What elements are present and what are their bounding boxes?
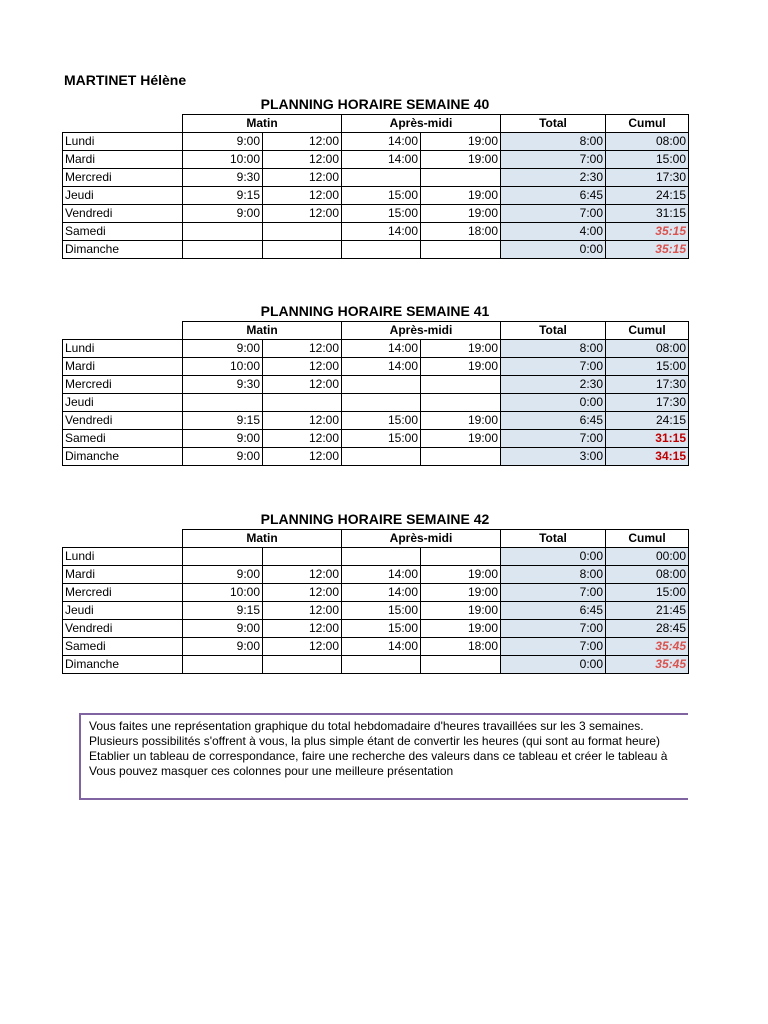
table-row (63, 223, 689, 241)
day-cell: Vendredi (63, 412, 183, 430)
table-row (63, 656, 689, 674)
total-cell: 7:00 (501, 358, 606, 376)
morning-start-cell: 9:00 (183, 340, 263, 358)
table-row (63, 566, 689, 584)
day-cell: Jeudi (63, 602, 183, 620)
cumul-cell: 21:45 (606, 602, 689, 620)
morning-end-cell: 12:00 (263, 187, 342, 205)
morning-start-cell: 9:00 (183, 566, 263, 584)
afternoon-start-cell: 14:00 (342, 584, 421, 602)
morning-start-cell (183, 223, 263, 241)
cumul-cell: 35:15 (606, 223, 689, 241)
cumul-cell: 31:15 (606, 430, 689, 448)
morning-start-cell: 9:00 (183, 638, 263, 656)
afternoon-end-cell (421, 548, 501, 566)
day-cell: Jeudi (63, 187, 183, 205)
table-row (63, 430, 689, 448)
cumul-cell: 15:00 (606, 151, 689, 169)
total-cell: 6:45 (501, 602, 606, 620)
afternoon-end-cell: 19:00 (421, 205, 501, 223)
cumul-cell: 24:15 (606, 412, 689, 430)
note-line: Plusieurs possibilités s'offrent à vous, la plus simple étant de convertir les heures (qui sont au format heure) (89, 734, 661, 748)
morning-end-cell: 12:00 (263, 566, 342, 584)
header-apres-midi: Après-midi (342, 115, 501, 133)
morning-end-cell: 12:00 (263, 620, 342, 638)
header-matin: Matin (183, 530, 342, 548)
morning-start-cell: 9:00 (183, 448, 263, 466)
morning-end-cell: 12:00 (263, 602, 342, 620)
cumul-cell: 31:15 (606, 205, 689, 223)
day-cell: Jeudi (63, 394, 183, 412)
note-line: Vous pouvez masquer ces colonnes pour une meilleure présentation (89, 764, 454, 778)
day-cell: Mardi (63, 358, 183, 376)
cumul-cell: 00:00 (606, 548, 689, 566)
morning-start-cell: 10:00 (183, 584, 263, 602)
header-cumul: Cumul (606, 322, 689, 340)
afternoon-start-cell: 15:00 (342, 430, 421, 448)
total-cell: 7:00 (501, 620, 606, 638)
cumul-cell: 34:15 (606, 448, 689, 466)
header-apres-midi: Après-midi (342, 530, 501, 548)
note-line: Vous faites une représentation graphique du total hebdomadaire d'heures travaillées sur les 3 semaines. (89, 719, 644, 733)
morning-end-cell (263, 241, 342, 259)
morning-end-cell (263, 223, 342, 241)
table-row (63, 548, 689, 566)
header-cumul: Cumul (606, 115, 689, 133)
total-cell: 6:45 (501, 412, 606, 430)
afternoon-end-cell (421, 376, 501, 394)
day-cell: Vendredi (63, 205, 183, 223)
total-cell: 7:00 (501, 584, 606, 602)
cumul-cell: 28:45 (606, 620, 689, 638)
total-cell: 3:00 (501, 448, 606, 466)
header-blank (63, 115, 183, 133)
morning-end-cell: 12:00 (263, 340, 342, 358)
afternoon-start-cell: 14:00 (342, 566, 421, 584)
schedule-table (62, 114, 689, 259)
table-row (63, 340, 689, 358)
total-cell: 0:00 (501, 548, 606, 566)
afternoon-end-cell: 19:00 (421, 151, 501, 169)
afternoon-start-cell (342, 241, 421, 259)
day-cell: Mercredi (63, 169, 183, 187)
total-cell: 2:30 (501, 376, 606, 394)
total-cell: 7:00 (501, 151, 606, 169)
morning-end-cell: 12:00 (263, 638, 342, 656)
week-title: PLANNING HORAIRE SEMAINE 41 (260, 303, 490, 319)
afternoon-end-cell (421, 448, 501, 466)
table-row (63, 241, 689, 259)
afternoon-start-cell (342, 548, 421, 566)
table-row (63, 394, 689, 412)
total-cell: 6:45 (501, 187, 606, 205)
week-title: PLANNING HORAIRE SEMAINE 40 (260, 96, 490, 112)
morning-start-cell: 9:00 (183, 620, 263, 638)
morning-end-cell: 12:00 (263, 151, 342, 169)
morning-start-cell: 10:00 (183, 358, 263, 376)
afternoon-end-cell: 19:00 (421, 358, 501, 376)
morning-end-cell: 12:00 (263, 169, 342, 187)
table-row (63, 638, 689, 656)
cumul-cell: 35:45 (606, 638, 689, 656)
day-cell: Mardi (63, 566, 183, 584)
day-cell: Samedi (63, 430, 183, 448)
total-cell: 0:00 (501, 241, 606, 259)
afternoon-end-cell: 19:00 (421, 584, 501, 602)
morning-end-cell: 12:00 (263, 205, 342, 223)
header-total: Total (501, 322, 606, 340)
header-matin: Matin (183, 115, 342, 133)
cumul-cell: 35:15 (606, 241, 689, 259)
cumul-cell: 17:30 (606, 394, 689, 412)
table-row (63, 620, 689, 638)
afternoon-end-cell (421, 656, 501, 674)
cumul-cell: 17:30 (606, 376, 689, 394)
morning-end-cell: 12:00 (263, 448, 342, 466)
schedule-table (62, 529, 689, 674)
morning-start-cell: 9:15 (183, 602, 263, 620)
week-block-42 (62, 509, 688, 674)
afternoon-end-cell: 19:00 (421, 566, 501, 584)
total-cell: 0:00 (501, 394, 606, 412)
week-title: PLANNING HORAIRE SEMAINE 42 (260, 511, 490, 527)
day-cell: Dimanche (63, 656, 183, 674)
table-row (63, 584, 689, 602)
afternoon-end-cell: 19:00 (421, 340, 501, 358)
week-block-41 (62, 301, 688, 466)
afternoon-start-cell: 14:00 (342, 638, 421, 656)
morning-end-cell: 12:00 (263, 133, 342, 151)
morning-start-cell (183, 548, 263, 566)
table-row (63, 151, 689, 169)
header-apres-midi: Après-midi (342, 322, 501, 340)
afternoon-end-cell: 19:00 (421, 602, 501, 620)
morning-start-cell (183, 394, 263, 412)
instructions-note (79, 713, 688, 800)
week-block-40 (62, 94, 688, 259)
day-cell: Samedi (63, 638, 183, 656)
day-cell: Mercredi (63, 376, 183, 394)
afternoon-end-cell: 18:00 (421, 638, 501, 656)
morning-end-cell (263, 394, 342, 412)
afternoon-end-cell: 18:00 (421, 223, 501, 241)
cumul-cell: 15:00 (606, 358, 689, 376)
afternoon-end-cell (421, 241, 501, 259)
total-cell: 8:00 (501, 566, 606, 584)
employee-name: MARTINET Hélène (64, 72, 187, 88)
table-row (63, 602, 689, 620)
morning-end-cell (263, 548, 342, 566)
total-cell: 8:00 (501, 133, 606, 151)
header-blank (63, 530, 183, 548)
cumul-cell: 08:00 (606, 340, 689, 358)
total-cell: 4:00 (501, 223, 606, 241)
morning-end-cell: 12:00 (263, 412, 342, 430)
morning-end-cell: 12:00 (263, 376, 342, 394)
afternoon-start-cell (342, 448, 421, 466)
afternoon-end-cell (421, 394, 501, 412)
cumul-cell: 15:00 (606, 584, 689, 602)
afternoon-end-cell: 19:00 (421, 412, 501, 430)
afternoon-end-cell (421, 169, 501, 187)
day-cell: Mercredi (63, 584, 183, 602)
afternoon-start-cell: 15:00 (342, 205, 421, 223)
afternoon-start-cell: 14:00 (342, 151, 421, 169)
cumul-cell: 08:00 (606, 133, 689, 151)
schedule-table (62, 321, 689, 466)
afternoon-start-cell: 14:00 (342, 358, 421, 376)
afternoon-start-cell: 15:00 (342, 412, 421, 430)
afternoon-end-cell: 19:00 (421, 620, 501, 638)
morning-end-cell: 12:00 (263, 584, 342, 602)
cumul-cell: 24:15 (606, 187, 689, 205)
day-cell: Lundi (63, 133, 183, 151)
table-row (63, 358, 689, 376)
day-cell: Samedi (63, 223, 183, 241)
afternoon-start-cell (342, 656, 421, 674)
note-line: Etablier un tableau de correspondance, faire une recherche des valeurs dans ce tableau et créer le tableau à (89, 749, 668, 763)
afternoon-start-cell: 14:00 (342, 223, 421, 241)
day-cell: Lundi (63, 340, 183, 358)
total-cell: 8:00 (501, 340, 606, 358)
day-cell: Dimanche (63, 241, 183, 259)
afternoon-start-cell: 14:00 (342, 133, 421, 151)
table-row (63, 133, 689, 151)
morning-end-cell (263, 656, 342, 674)
afternoon-start-cell: 15:00 (342, 602, 421, 620)
table-row (63, 169, 689, 187)
table-row (63, 205, 689, 223)
morning-start-cell: 9:00 (183, 205, 263, 223)
morning-start-cell: 9:15 (183, 187, 263, 205)
morning-start-cell: 10:00 (183, 151, 263, 169)
cumul-cell: 08:00 (606, 566, 689, 584)
afternoon-start-cell (342, 394, 421, 412)
morning-start-cell: 9:00 (183, 133, 263, 151)
header-total: Total (501, 115, 606, 133)
table-row (63, 448, 689, 466)
afternoon-start-cell: 15:00 (342, 187, 421, 205)
afternoon-start-cell (342, 376, 421, 394)
afternoon-end-cell: 19:00 (421, 187, 501, 205)
cumul-cell: 35:45 (606, 656, 689, 674)
day-cell: Mardi (63, 151, 183, 169)
morning-start-cell: 9:30 (183, 376, 263, 394)
table-row (63, 187, 689, 205)
total-cell: 0:00 (501, 656, 606, 674)
header-total: Total (501, 530, 606, 548)
table-row (63, 412, 689, 430)
header-matin: Matin (183, 322, 342, 340)
total-cell: 7:00 (501, 205, 606, 223)
afternoon-end-cell: 19:00 (421, 430, 501, 448)
afternoon-start-cell (342, 169, 421, 187)
morning-start-cell (183, 241, 263, 259)
morning-end-cell: 12:00 (263, 430, 342, 448)
total-cell: 7:00 (501, 430, 606, 448)
afternoon-start-cell: 15:00 (342, 620, 421, 638)
day-cell: Lundi (63, 548, 183, 566)
morning-end-cell: 12:00 (263, 358, 342, 376)
day-cell: Vendredi (63, 620, 183, 638)
morning-start-cell: 9:00 (183, 430, 263, 448)
afternoon-end-cell: 19:00 (421, 133, 501, 151)
morning-start-cell: 9:15 (183, 412, 263, 430)
morning-start-cell: 9:30 (183, 169, 263, 187)
total-cell: 7:00 (501, 638, 606, 656)
cumul-cell: 17:30 (606, 169, 689, 187)
table-row (63, 376, 689, 394)
total-cell: 2:30 (501, 169, 606, 187)
header-blank (63, 322, 183, 340)
afternoon-start-cell: 14:00 (342, 340, 421, 358)
header-cumul: Cumul (606, 530, 689, 548)
day-cell: Dimanche (63, 448, 183, 466)
morning-start-cell (183, 656, 263, 674)
